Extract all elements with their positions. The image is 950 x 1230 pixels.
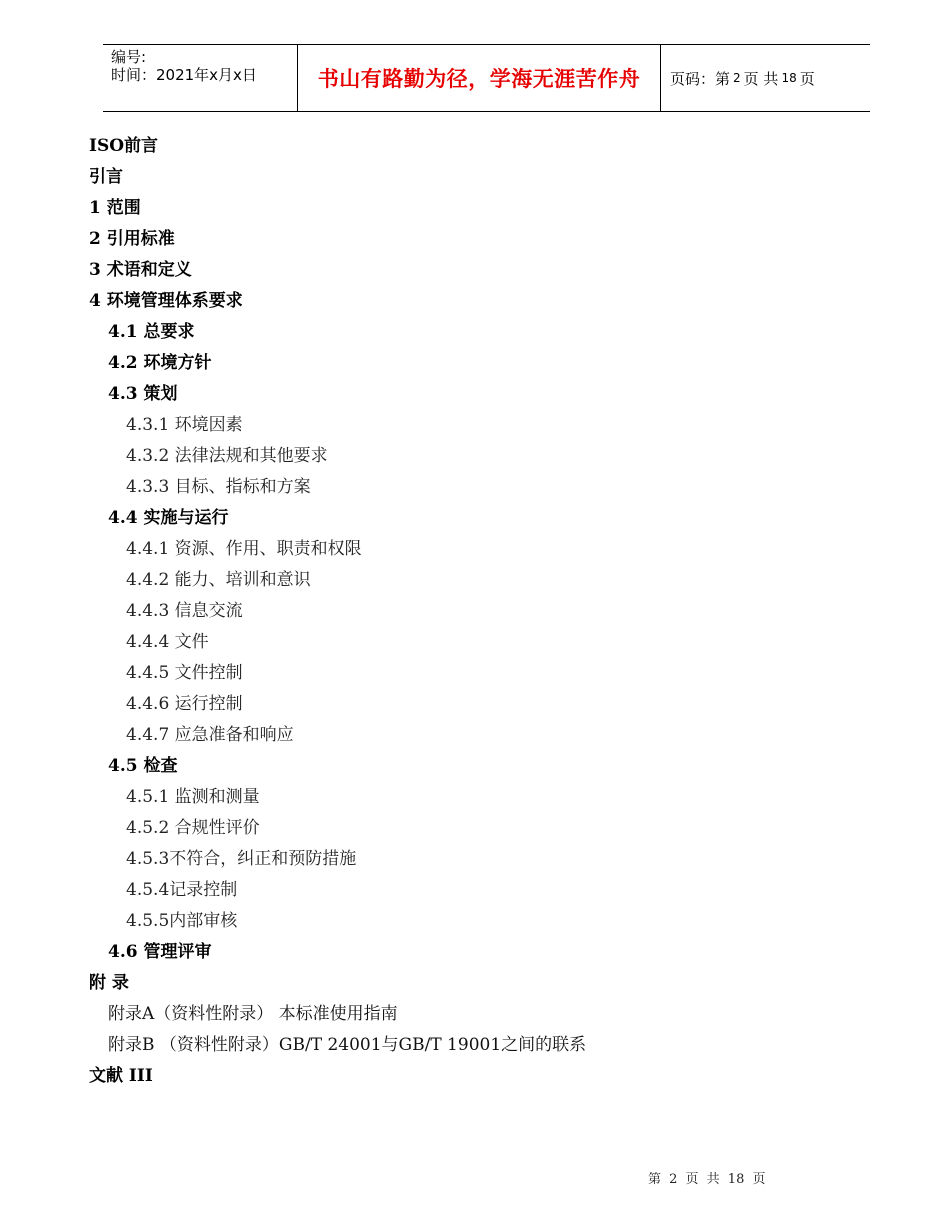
toc-entry: 附 录 — [89, 973, 129, 993]
toc-entry: 4.5.3不符合，纠正和预防措施 — [126, 849, 357, 869]
toc-entry: 4.4 实施与运行 — [108, 508, 229, 528]
toc-entry: 4.4.2 能力、培训和意识 — [126, 570, 311, 590]
toc-entry: 4 环境管理体系要求 — [89, 291, 243, 311]
page-footer: 第 2 页 共 18 页 — [648, 1172, 766, 1187]
toc-entry: 4.5.1 监测和测量 — [126, 787, 260, 807]
header-meta-cell — [103, 45, 298, 111]
toc-entry: 4.1 总要求 — [108, 322, 195, 342]
page-current: 2 — [733, 71, 741, 85]
toc-entry: 4.3.3 目标、指标和方案 — [126, 477, 311, 497]
toc-entry: 2 引用标准 — [89, 229, 175, 249]
toc-entry: 4.5 检查 — [108, 756, 178, 776]
toc-entry: 4.4.6 运行控制 — [126, 694, 243, 714]
page-header — [103, 44, 870, 112]
toc-entry: 4.6 管理评审 — [108, 942, 212, 962]
toc-entry: 4.4.1 资源、作用、职责和权限 — [126, 539, 362, 559]
toc-entry: 4.2 环境方针 — [108, 353, 212, 373]
page-prefix: 页码：第 — [670, 69, 731, 88]
toc-entry: 附录A（资料性附录） 本标准使用指南 — [108, 1004, 398, 1024]
toc-entry: 4.3.2 法律法规和其他要求 — [126, 446, 328, 466]
toc-entry: 4.4.3 信息交流 — [126, 601, 243, 621]
toc-entry: ISO前言 — [89, 136, 159, 156]
toc-entry: 4.3 策划 — [108, 384, 178, 404]
toc-entry: 4.5.4记录控制 — [126, 880, 238, 900]
toc-entry: 4.4.5 文件控制 — [126, 663, 243, 683]
header-motto-cell — [298, 45, 661, 111]
document-number-label: 编号: — [111, 48, 147, 66]
page-suffix: 页 — [799, 69, 815, 88]
toc-entry: 4.5.5内部审核 — [126, 911, 238, 931]
header-motto: 书山有路勤为径，学海无涯苦作舟 — [317, 67, 641, 91]
page-mid: 页 共 — [743, 69, 779, 88]
toc-entry: 3 术语和定义 — [89, 260, 192, 280]
toc-entry: 4.4.4 文件 — [126, 632, 209, 652]
toc-entry: 4.5.2 合规性评价 — [126, 818, 260, 838]
toc-entry: 4.3.1 环境因素 — [126, 415, 243, 435]
toc-entry: 文献 III — [89, 1066, 153, 1086]
toc-entry: 附录B （资料性附录）GB/T 24001与GB/T 19001之间的联系 — [108, 1035, 587, 1055]
header-page-cell — [661, 45, 879, 111]
document-time-label: 时间：2021年x月x日 — [111, 66, 257, 84]
toc-entry: 4.4.7 应急准备和响应 — [126, 725, 294, 745]
page-total: 18 — [781, 71, 797, 85]
toc-entry: 引言 — [89, 167, 123, 187]
toc-entry: 1 范围 — [89, 198, 141, 218]
